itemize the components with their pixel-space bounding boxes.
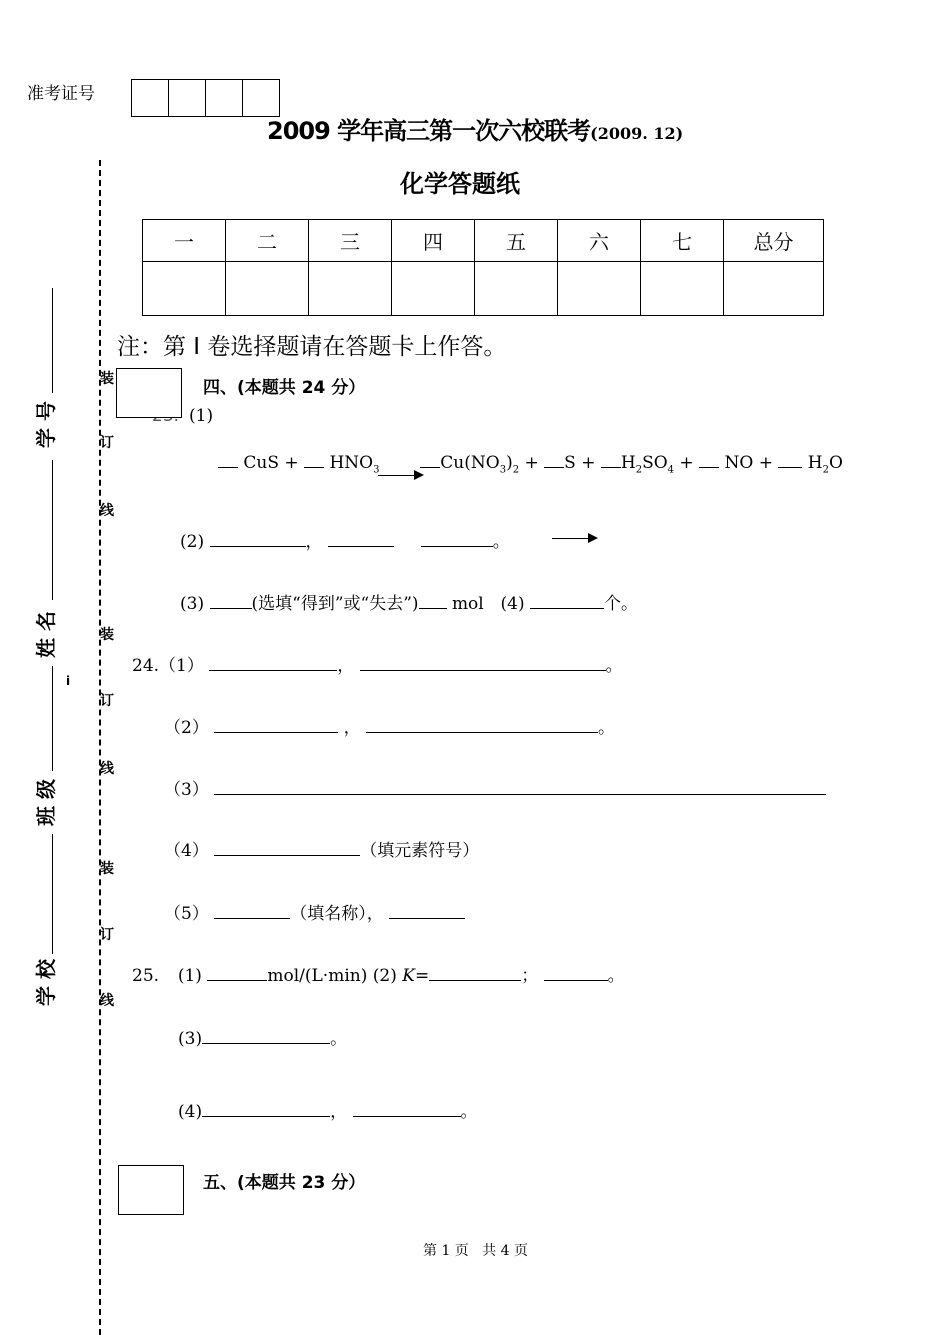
binding-char: 装 <box>100 627 114 643</box>
score-header: 六 <box>558 220 641 262</box>
class-label: 班 级 <box>34 779 58 826</box>
score-header: 五 <box>475 220 558 262</box>
score-header: 二 <box>226 220 309 262</box>
reaction-arrow <box>378 475 422 476</box>
instruction-note: 注：第 I 卷选择题请在答题卡上作答。 <box>117 334 507 360</box>
score-header: 七 <box>641 220 724 262</box>
binding-char: 订 <box>100 927 114 943</box>
answer-blank[interactable] <box>389 904 465 919</box>
score-cell[interactable] <box>475 262 558 316</box>
answer-blank[interactable] <box>419 594 447 609</box>
answer-blank[interactable] <box>209 656 337 671</box>
binding-char: 线 <box>100 503 114 519</box>
q23-part1-label: (1) <box>189 406 214 426</box>
answer-blank[interactable] <box>421 532 493 547</box>
exam-id-boxes[interactable] <box>131 79 280 117</box>
section4-heading: 四、(本题共 24 分） <box>203 378 366 398</box>
binding-char: 线 <box>100 761 114 777</box>
score-cell[interactable] <box>309 262 392 316</box>
answer-blank[interactable] <box>210 532 306 547</box>
q24-part2: （2） ， 。 <box>164 718 616 738</box>
class-line[interactable] <box>52 666 53 771</box>
q24-part3: （3） <box>164 775 826 800</box>
score-header: 四 <box>392 220 475 262</box>
score-cell[interactable] <box>392 262 475 316</box>
coef-blank[interactable] <box>420 453 440 468</box>
binding-char: 线 <box>100 993 114 1009</box>
name-label: 姓 名 <box>34 611 58 658</box>
score-header-total: 总分 <box>724 220 824 262</box>
exam-id-digit-box[interactable] <box>131 79 169 117</box>
answer-blank[interactable] <box>360 656 606 671</box>
answer-blank[interactable] <box>202 1102 330 1117</box>
binding-char: 订 <box>100 693 114 709</box>
binding-char: 装 <box>100 861 114 877</box>
answer-blank[interactable] <box>353 1102 461 1117</box>
q25-part4: (4) ， 。 <box>178 1102 478 1122</box>
q25-part3: (3) 。 <box>178 1029 348 1049</box>
section4-score-box[interactable] <box>116 368 182 418</box>
score-cell[interactable] <box>641 262 724 316</box>
section5-score-box[interactable] <box>118 1165 184 1215</box>
score-header: 三 <box>309 220 392 262</box>
exam-id-label: 准考证号 <box>27 84 95 104</box>
q23-equation: CuS + $HNO_3$ $Cu(NO_3)_2 + S + H_2SO_4$ + NO + $H_2O$ <box>218 453 843 475</box>
coef-blank[interactable] <box>218 453 238 468</box>
answer-blank[interactable] <box>214 841 360 856</box>
coef-blank[interactable] <box>699 453 719 468</box>
binding-char: 订 <box>100 435 114 451</box>
exam-id-digit-box[interactable] <box>206 79 243 117</box>
answer-blank[interactable] <box>530 594 604 609</box>
coef-blank[interactable] <box>544 453 564 468</box>
score-cell[interactable] <box>558 262 641 316</box>
answer-blank[interactable] <box>207 966 267 981</box>
reaction-arrow <box>552 538 596 539</box>
score-table <box>142 219 824 316</box>
q24-part5: （5） （填名称）， <box>164 899 465 924</box>
q24-part1: 24.（1） ， 。 <box>132 656 623 676</box>
name-line[interactable] <box>52 460 53 600</box>
binding-char: 装 <box>100 371 114 387</box>
page-subtitle: 化学答题纸 <box>400 170 520 198</box>
answer-blank[interactable] <box>544 966 608 981</box>
q23-part3-4: (3) (选填“得到”或“失去”) mol (4) 个。 <box>180 594 639 614</box>
score-cell[interactable] <box>143 262 226 316</box>
page-footer: 第 1 页 共 4 页 <box>423 1243 528 1259</box>
coef-blank[interactable] <box>304 453 324 468</box>
score-header: 一 <box>143 220 226 262</box>
score-cell[interactable] <box>226 262 309 316</box>
coef-blank[interactable] <box>778 453 802 468</box>
answer-blank[interactable] <box>429 966 521 981</box>
answer-blank[interactable] <box>328 532 394 547</box>
q24-part4: （4） （填元素符号） <box>164 841 480 861</box>
binding-tick: i <box>66 674 71 688</box>
student-number-label: 学 号 <box>34 401 58 448</box>
coef-blank[interactable] <box>601 453 621 468</box>
answer-blank[interactable] <box>202 1029 330 1044</box>
answer-blank[interactable] <box>366 718 598 733</box>
answer-blank[interactable] <box>214 904 290 919</box>
score-cell-total[interactable] <box>724 262 824 316</box>
section5-heading: 五、(本题共 23 分） <box>203 1173 366 1193</box>
q25-part1-2: 25. (1) mol/(L·min) (2) K= ； 。 <box>132 966 625 986</box>
answer-blank[interactable] <box>210 594 252 609</box>
school-label: 学 校 <box>34 959 58 1006</box>
answer-blank[interactable] <box>214 718 338 733</box>
binding-line <box>99 160 101 1335</box>
q23-part2: (2) ， 。 <box>180 532 510 552</box>
student-number-line[interactable] <box>52 288 53 393</box>
answer-blank[interactable] <box>214 780 826 795</box>
school-line[interactable] <box>52 834 53 954</box>
exam-id-digit-box[interactable] <box>169 79 206 117</box>
page-title: 2009 学年高三第一次六校联考(2009. 12) <box>267 117 684 145</box>
